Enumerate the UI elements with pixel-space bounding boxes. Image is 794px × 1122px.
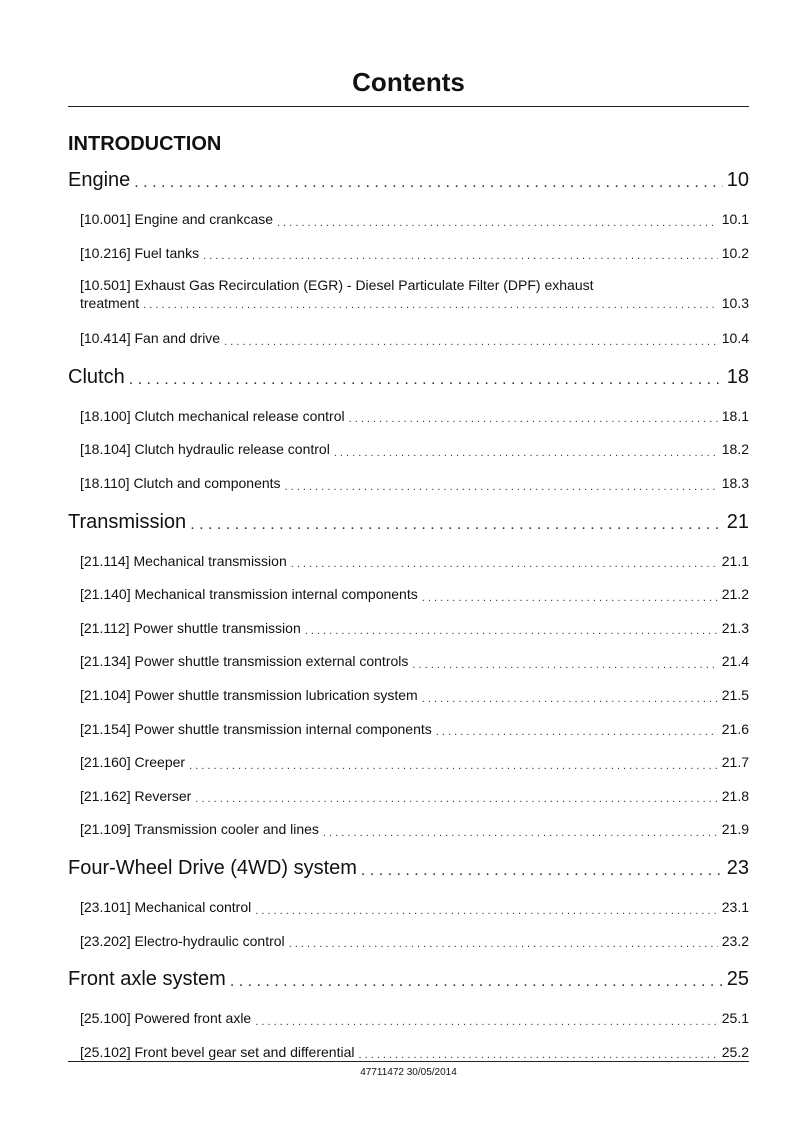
section-page: 10 <box>726 169 749 191</box>
entry-label: [25.100] Powered front axle <box>80 1010 252 1027</box>
entry-label: [21.109] Transmission cooler and lines <box>80 821 319 838</box>
toc-entry[interactable] <box>80 467 749 501</box>
entry-label: [23.202] Electro-hydraulic control <box>80 932 285 949</box>
entry-label: [21.114] Mechanical transmission <box>80 552 287 569</box>
entry-page: 23.2 <box>721 932 749 949</box>
entry-page: 10.2 <box>721 244 749 261</box>
section-label: Transmission <box>68 510 187 533</box>
entry-page: 21.7 <box>721 754 749 771</box>
toc-entry[interactable] <box>80 237 749 271</box>
entry-label: [18.110] Clutch and components <box>80 474 281 491</box>
entry-page: 25.1 <box>721 1010 749 1027</box>
toc-entry[interactable] <box>80 578 749 612</box>
toc-section-transmission[interactable] <box>68 505 749 539</box>
dot-leader <box>143 298 718 312</box>
entry-page: 10.4 <box>721 330 749 347</box>
toc-section-clutch[interactable] <box>68 360 749 394</box>
entry-label: [21.160] Creeper <box>80 754 186 771</box>
dot-leader <box>134 169 722 197</box>
section-page: 23 <box>726 856 749 879</box>
dot-leader <box>189 752 718 780</box>
section-page: 21 <box>726 510 749 533</box>
toc-entry[interactable] <box>80 322 749 356</box>
entry-page: 21.9 <box>721 821 749 838</box>
section-page: 25 <box>726 968 749 991</box>
dot-leader <box>277 209 718 237</box>
dot-leader <box>361 857 723 885</box>
entry-label: [10.001] Engine and crankcase <box>80 211 274 227</box>
bottom-rule <box>68 1061 749 1062</box>
entry-page: 18.1 <box>721 407 749 424</box>
entry-label: [21.162] Reverser <box>80 787 192 804</box>
page-title: Contents <box>352 67 465 97</box>
section-label: Four-Wheel Drive (4WD) system <box>68 856 357 879</box>
dot-leader <box>349 405 718 433</box>
toc-entry[interactable] <box>80 400 749 434</box>
entry-page: 21.5 <box>721 686 749 703</box>
entry-page: 10.3 <box>721 295 749 312</box>
entry-page: 21.8 <box>721 787 749 804</box>
entry-continuation <box>80 294 749 312</box>
entry-page: 18.2 <box>721 441 749 458</box>
dot-leader <box>255 897 718 925</box>
entry-label: [21.154] Power shuttle transmission internal components <box>80 720 432 737</box>
toc-section-engine[interactable] <box>68 163 749 197</box>
toc-entry[interactable] <box>80 780 749 814</box>
dot-leader <box>190 511 723 539</box>
section-page: 18 <box>726 365 749 388</box>
toc-entries-engine <box>68 203 749 356</box>
entry-page: 10.1 <box>721 211 749 227</box>
toc-entry[interactable] <box>80 612 749 646</box>
entry-label: [21.140] Mechanical transmission internal components <box>80 586 418 603</box>
toc-entries-4wd <box>68 891 749 958</box>
toc-entry[interactable] <box>80 1002 749 1036</box>
entry-page: 18.3 <box>721 474 749 491</box>
toc-entry[interactable] <box>80 545 749 579</box>
dot-leader <box>230 968 723 996</box>
toc-entry[interactable] <box>80 1036 749 1070</box>
dot-leader <box>129 366 723 394</box>
dot-leader <box>289 930 718 958</box>
dot-leader <box>422 584 718 612</box>
entry-label: [23.101] Mechanical control <box>80 898 252 915</box>
entry-page: 25.2 <box>721 1043 749 1060</box>
entry-label: [21.112] Power shuttle transmission <box>80 619 301 636</box>
dot-leader <box>422 685 718 713</box>
footer-doc-id: 47711472 30/05/2014 <box>360 1067 457 1078</box>
entry-label-cont: treatment <box>80 295 140 312</box>
entry-label: [10.414] Fan and drive <box>80 330 221 347</box>
dot-leader <box>323 819 718 847</box>
entry-page: 23.1 <box>721 898 749 915</box>
dot-leader <box>224 328 718 356</box>
entry-label: [21.134] Power shuttle transmission external controls <box>80 653 409 670</box>
dot-leader <box>255 1008 718 1036</box>
intro-heading[interactable]: INTRODUCTION <box>68 133 222 155</box>
toc-entry[interactable] <box>80 433 749 467</box>
dot-leader <box>305 617 718 645</box>
toc-entries-front-axle <box>68 1002 749 1069</box>
toc-entry[interactable] <box>80 203 749 237</box>
dot-leader <box>291 550 718 578</box>
entry-label: [18.104] Clutch hydraulic release control <box>80 441 330 458</box>
section-label: Engine <box>68 169 131 191</box>
dot-leader <box>436 718 718 746</box>
entry-label: [10.501] Exhaust Gas Recirculation (EGR) - Diesel Particulate Filter (DPF) exhaust <box>80 277 594 294</box>
entry-page: 21.4 <box>721 653 749 670</box>
toc-entry[interactable] <box>80 645 749 679</box>
entry-page: 21.3 <box>721 619 749 636</box>
toc-entry[interactable] <box>80 925 749 959</box>
entry-label: [10.216] Fuel tanks <box>80 244 200 261</box>
dot-leader <box>334 439 718 467</box>
entry-label: [25.102] Front bevel gear set and differential <box>80 1043 355 1060</box>
toc-section-front-axle[interactable] <box>68 962 749 996</box>
toc-entries-transmission <box>68 545 749 847</box>
entry-page: 21.1 <box>721 552 749 569</box>
dot-leader <box>203 242 718 270</box>
entry-label: [18.100] Clutch mechanical release control <box>80 407 345 424</box>
toc-entry[interactable] <box>80 270 749 322</box>
table-of-contents <box>68 163 749 1069</box>
toc-entry[interactable] <box>80 746 749 780</box>
dot-leader <box>285 473 718 501</box>
toc-entry[interactable] <box>80 713 749 747</box>
toc-entries-clutch <box>68 400 749 501</box>
toc-entry[interactable] <box>80 813 749 847</box>
toc-entry[interactable] <box>80 679 749 713</box>
dot-leader <box>412 651 717 679</box>
section-label: Clutch <box>68 365 125 388</box>
top-rule <box>68 106 749 107</box>
dot-leader <box>195 785 717 813</box>
toc-section-4wd[interactable] <box>68 851 749 885</box>
entry-page: 21.2 <box>721 586 749 603</box>
entry-label: [21.104] Power shuttle transmission lubrication system <box>80 686 418 703</box>
entry-page: 21.6 <box>721 720 749 737</box>
toc-entry[interactable] <box>80 891 749 925</box>
section-label: Front axle system <box>68 968 226 991</box>
